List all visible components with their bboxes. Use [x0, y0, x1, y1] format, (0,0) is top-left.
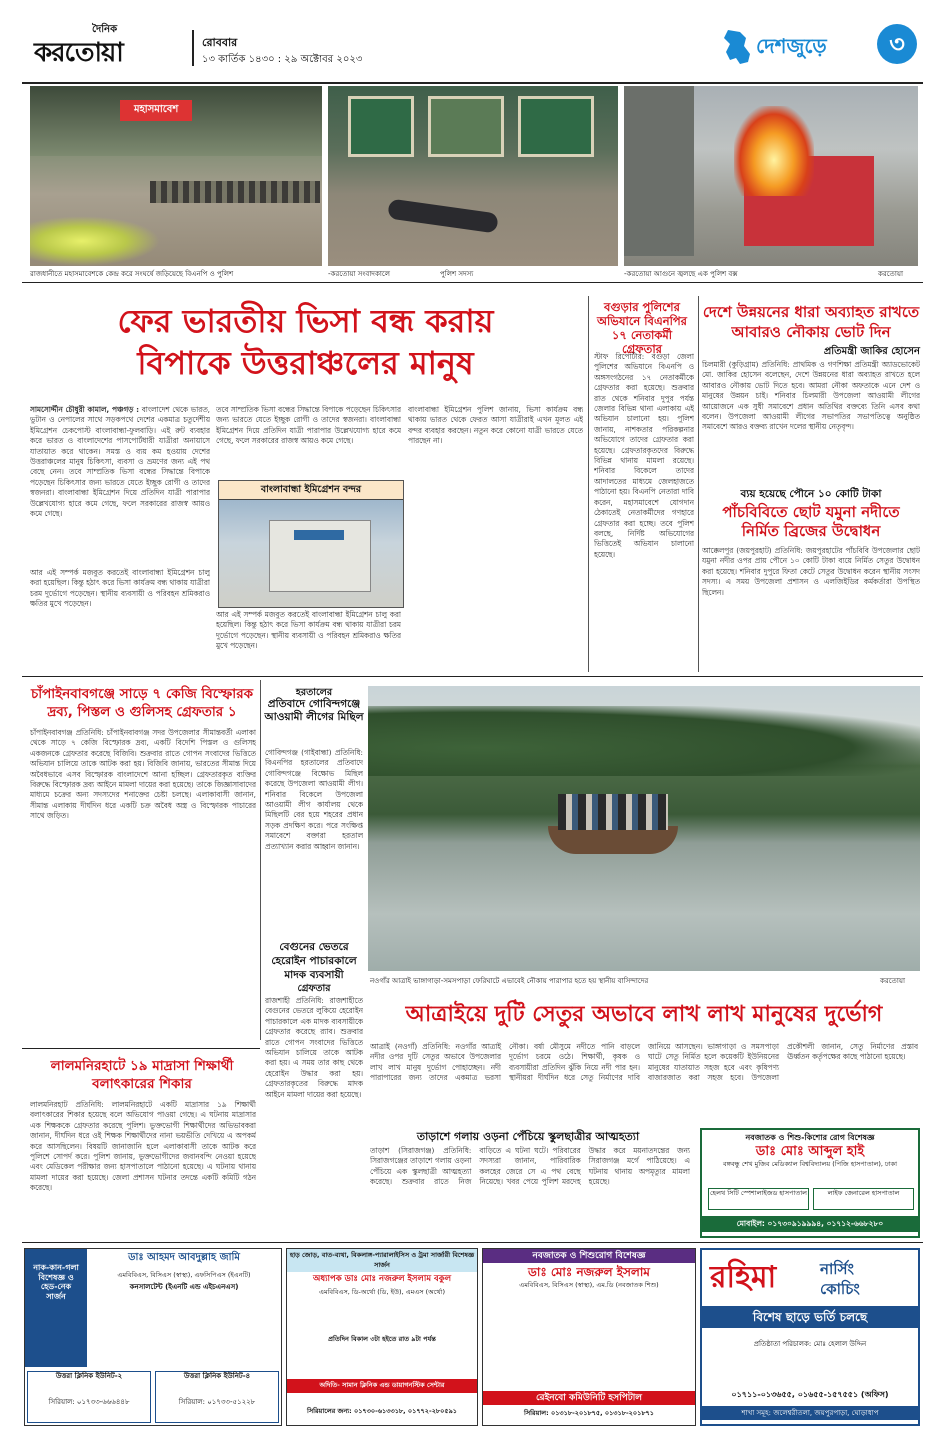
atrai-body: আত্রাই (নওগাঁ) প্রতিনিধি: নওগাঁর আত্রাই নদীর ওপর দুটি সেতুর অভাবে উপজেলার লাখ লাখ মানুষ দুর্ভোগ পোহাচ্ছেন। নদী পারাপারের জন্য তাদের একমাত্র ভরসা নৌকা। বর্ষা মৌসুমে নদীতে পানি বাড়লে দুর্ভোগ চরমে ওঠে। শিক্ষার্থী, কৃষক ও ব্যবসায়ীরা প্রতিদিন ঝুঁকি নিয়ে নদী পার হন। স্থানীয়রা দীর্ঘদিন ধরে সেতু নির্মাণের দাবি জানিয়ে আসছেন। ভাঙ্গাগাড়া ও সমসপাড়া ঘাটে সেতু নির্মিত হলে কয়েকটি ইউনিয়নের মানুষের যাতায়াত সহজ হবে এবং কৃষিপণ্য বাজারজাত করা সহজ হবে। উপজেলা প্রকৌশলী জানান, সেতু নির্মাণের প্রস্তাব ঊর্ধ্বতন কর্তৃপক্ষের কাছে পাঠানো হয়েছে। — [370, 1042, 918, 1083]
bridge-headline-2: নির্মিত ব্রিজের উদ্বোধন — [741, 522, 881, 540]
suicide-headline: তাড়াশে গলায় ওড়না পেঁচিয়ে স্কুলছাত্রীর আত্মহত্যা — [416, 1130, 640, 1143]
river-photo-credit: করতোয়া — [880, 977, 905, 985]
ad-dr-bokul — [286, 1248, 478, 1426]
section-title — [722, 24, 923, 70]
rahima-nursing: নার্সিং — [820, 1260, 854, 1278]
bokul-note: প্রতিদিন বিকাল ৩টা হইতে রাত ৯টা পর্যন্ত — [328, 1335, 436, 1343]
jami-left-1: নাক-কান-গলা — [33, 1263, 79, 1272]
caption-mid: পুলিশ সদস্য — [440, 270, 474, 278]
bokul-degree: এমবিবিএস, ডি-অর্থো (ডি, ইউ), এমএস (অর্থো) — [319, 1287, 445, 1296]
rahima-branch: শাখা সমূহ: জলেশ্বরীতলা, জয়পুরপাড়া, ঘোড়াধাপ — [702, 1406, 918, 1420]
river-boat-photo — [368, 686, 920, 971]
jami-role: কনসালটেন্ট (ইএনটি এন্ড এইচএনএস) — [129, 1283, 239, 1291]
lead-byline: সামসোর্দ্দীন চৌধুরী কামাল, পঞ্চগড় : — [30, 405, 140, 414]
river-photo-caption: নওগাঁর আত্রাই ভাঙ্গাগাড়া-সমসপাড়া ফেরিঘাটে এভাবেই নৌকায় পারাপার হতে হয় স্থানীয় বাসিন্দাদের — [370, 977, 649, 985]
haai-line: বঙ্গবন্ধু শেখ মুজিব মেডিক্যাল বিশ্ববিদ্যালয় (পিজি হাসপাতাল), ঢাকা — [723, 1159, 897, 1168]
day-label: রোববার — [202, 36, 238, 49]
nazrul-name: ডাঃ মোঃ নজরুল ইসলাম — [528, 1265, 650, 1279]
heroin-body: রাজশাহী প্রতিনিধি: রাজশাহীতে বেগুনের ভেতরে লুকিয়ে হেরোইন পাচারকালে এক মাদক ব্যবসায়ীকে গ্রেফতার করেছে র‍্যাব। শুক্রবার রাতে গোপন সংবাদের ভিত্তিতে অভিযান চালিয়ে তাকে আটক করা হয়। এ সময় তার কাছ থেকে হেরোইন উদ্ধার করা হয়। গ্রেফতারকৃতের বিরুদ্ধে মাদক আইনে মামলা দায়ের করা হয়েছে। — [265, 996, 363, 1099]
chapai-col-rule — [260, 680, 261, 1040]
haai-chambers — [708, 1188, 914, 1210]
ad-dr-haai — [700, 1128, 920, 1238]
masthead-rule — [22, 82, 923, 84]
bridge-kicker: ব্যয় হয়েছে পৌনে ১০ কোটি টাকা — [740, 488, 882, 500]
logo — [32, 20, 202, 72]
nouka-headline-2: আবারও নৌকায় ভোট দিন — [731, 323, 891, 341]
ads-top-rule — [22, 1242, 923, 1243]
jami-clinic-1-name: উত্তরা ক্লিনিক ইউনিট-২ — [55, 1372, 123, 1380]
heroin-headline-4: গ্রেফতার — [297, 983, 331, 994]
jami-left-3: হেড-নেক — [40, 1282, 72, 1291]
masthead-divider — [192, 30, 194, 66]
bokul-name: অধ্যাপক ডাঃ মোঃ নজরুল ইসলাম বকুল — [312, 1274, 452, 1284]
caption-mid-credit: -করতোয়া সংবাদকালে — [328, 270, 390, 278]
bokul-phone: সিরিয়ালের জন্য: ০১৭৩০-৬১৩৩১৮, ০১৭৭২-২৮০৫৯১ — [306, 1407, 458, 1415]
caption-right-credit: করতোয়া — [878, 270, 903, 278]
jami-left-4: সার্জন — [46, 1291, 66, 1301]
heroin-headline-3: মাদক ব্যবসায়ী — [284, 969, 344, 981]
nazrul-hospital: রেইনবো কমিউনিটি হসপিটাল — [483, 1391, 695, 1405]
rahima-name: রহিমা — [710, 1260, 777, 1295]
caption-right: -করতোয়া আগুনে জ্বলছে এক পুলিশ বক্স — [624, 270, 738, 278]
haai-phone: মোবাইল: ০১৭৩০৯১৯৯৯৪, ০১৭১২-৬৬৮২৮০ — [702, 1216, 918, 1232]
lead-body-1: বাংলাদেশ থেকে ভারত, ভুটান ও নেপালের সাথে সড়কপথে দেশের একমাত্র চতুর্দেশীয় ইমিগ্রেশন চেকপোস্ট বাংলাবান্ধা-ফুলবাড়ি। এই রুট ব্যবহার করে ভারত ও বাংলাদেশের পাসপোর্টধারী যাত্রীরা অনায়াসে যাতায়াত করে থাকেন। সমস্ত ও ব্যয় কম হওয়ায় দেশের উত্তরাঞ্চলের মানুষ চিকিৎসা, ব্যবসা ও ভ্রমণের জন্য এই পথ বেছে নেন। — [30, 405, 210, 477]
jami-clinics — [27, 1371, 279, 1423]
photo-clash — [30, 86, 322, 266]
jami-clinic-2 — [155, 1371, 279, 1423]
lead-body-2: তবে সাম্প্রতিক ভিসা বন্ধের সিদ্ধান্তে বিপাকে পড়েছেন চিকিৎসার জন্য ভারতে যেতে ইচ্ছুক রোগী ও তাদের স্বজনরা। বাংলাবান্ধা ইমিগ্রেশন দিয়ে প্রতিদিন যাত্রী পারাপার উল্লেখযোগ্য হারে কমে গেছে, ফলে সরকারের রাজস্ব আয়ও কমে গেছে। — [30, 467, 210, 519]
chapai-headline-1: চাঁপাইনবাবগঞ্জে সাড়ে ৭ কেজি বিস্ফোরক — [30, 686, 254, 702]
chapai-body: চাঁপাইনবাবগঞ্জ প্রতিনিধি: চাঁপাইনবাবগঞ্জ সদর উপজেলার সীমান্তবর্তী এলাকা থেকে সাড়ে ৭ কেজি বিস্ফোরক দ্রব্য, একটি বিদেশি পিস্তল ও গুলিসহ একজনকে গ্রেফতার করেছে বিজিবি। শুক্রবার রাতে গোপন সংবাদের ভিত্তিতে অভিযান চালিয়ে তাকে আটক করা হয়। বিজিবি জানায়, ভারতের সীমান্ত দিয়ে অবৈধভাবে এসব বিস্ফোরক বাংলাদেশে আনা হচ্ছিল। গ্রেফতারকৃত ব্যক্তির বিরুদ্ধে বিস্ফোরক দ্রব্য আইনে মামলা দায়ের করা হয়েছে। তাকে জিজ্ঞাসাবাদের মাধ্যমে চক্রের অন্য সদস্যদের শনাক্তের চেষ্টা চলছে। এলাকাবাসী জানান, সীমান্ত এলাকায় দীর্ঘদিন ধরে একটি চক্র অবৈধ অস্ত্র ও বিস্ফোরক পাচারের সাথে জড়িত। — [30, 728, 256, 821]
heroin-headline-1: বেগুনের ভেতরে — [279, 941, 349, 953]
masthead — [22, 20, 923, 82]
lead-headline-1: ফের ভারতীয় ভিসা বন্ধ করায় — [117, 302, 494, 340]
madrasa-headline-2: বলাৎকারের শিকার — [92, 1076, 192, 1092]
bokul-title: হাড় জোড়, বাত-ব্যথা, বিকলাঙ্গ-প্যারালাইসিস ও ট্রমা সার্জারী বিশেষজ্ঞ সার্জন — [287, 1249, 477, 1272]
bangladesh-map-icon — [722, 28, 752, 66]
jami-clinic-2-name: উত্তরা ক্লিনিক ইউনিট-৪ — [183, 1372, 251, 1380]
lead-headline-2: বিপাকে উত্তরাঞ্চলের মানুষ — [137, 344, 474, 382]
jami-left-panel — [25, 1249, 87, 1367]
nazrul-degree: এমবিবিএস, বিসিএস (স্বাস্থ্য), এম.ডি (নবজাতক শিশু) — [519, 1281, 659, 1289]
madrasa-body: লালমনিরহাট প্রতিনিধি: লালমনিরহাটে একটি মাদ্রাসার ১৯ শিক্ষার্থী বলাৎকারের শিকার হয়েছে বলে অভিযোগ পাওয়া গেছে। এ ঘটনায় মাদ্রাসার এক শিক্ষককে গ্রেফতার করেছে পুলিশ। ভুক্তভোগী শিক্ষার্থীদের অভিভাবকরা জানান, দীর্ঘদিন ধরে ওই শিক্ষক শিক্ষার্থীদের নানা ভয়ভীতি দেখিয়ে এ অপকর্ম করে আসছিলেন। বিষয়টি জানাজানি হলে এলাকাবাসী তাকে আটক করে পুলিশে সোপর্দ করে। পুলিশ জানায়, ভুক্তভোগীদের জবানবন্দি নেওয়া হয়েছে এবং মেডিকেল পরীক্ষার জন্য হাসপাতালে পাঠানো হয়েছে। এ ঘটনায় থানায় মামলা দায়ের করা হয়েছে। জেলা প্রশাসন ঘটনার তদন্তে একটি কমিটি গঠন করেছে। — [30, 1100, 256, 1193]
lead-body-col2: তবে সাম্প্রতিক ভিসা বন্ধের সিদ্ধান্তে বিপাকে পড়েছেন চিকিৎসার জন্য ভারতে যেতে ইচ্ছুক রোগী ও তাদের স্বজনরা। বাংলাবান্ধা ইমিগ্রেশন দিয়ে প্রতিদিন যাত্রী পারাপার উল্লেখযোগ্য হারে কমে গেছে, ফলে সরকারের রাজস্ব আয়ও কমে গেছে। — [216, 405, 401, 446]
photo-police-down — [328, 86, 618, 266]
jami-degree: এমবিবিএস, বিসিএস (স্বাস্থ্য), এফসিপিএস (ইএনটি) — [117, 1271, 251, 1279]
jami-clinic-1-phone: সিরিয়াল: ০১৭৩৩-৬৬৬৪৪৮ — [48, 1397, 130, 1406]
lead-body-col1 — [30, 405, 210, 565]
chapai-headline-2: দ্রব্য, পিস্তল ও গুলিসহ গ্রেফতার ১ — [47, 704, 237, 720]
nouka-headline-1: দেশে উন্নয়নের ধারা অব্যাহত রাখতে — [702, 303, 920, 321]
nazrul-phone: সিরিয়াল: ০১৩১৮-২০১৮৭৫, ০১৩১৮-২০১৮৭১ — [523, 1409, 654, 1417]
gobindo-kicker: হরতালের — [295, 687, 333, 698]
immigration-photo-frame — [218, 480, 404, 608]
ad-rahima-nursing — [700, 1248, 920, 1426]
nouka-byline: প্রতিমন্ত্রী জাকির হোসেন — [823, 346, 920, 357]
lead-body-col1b: আর এই সম্পর্ক মজবুত করতেই বাংলাবান্ধা ইমিগ্রেশন চালু করা হয়েছিল। কিন্তু হঠাৎ করে ভিসা কার্যক্রম বন্ধ থাকায় যাত্রীরা চরম দুর্ভোগে পড়েছেন। স্থানীয় ব্যবসায়ী ও পরিবহন শ্রমিকরাও ক্ষতির মুখে পড়েছেন। — [30, 568, 210, 609]
rahima-coaching: কোচিং — [820, 1280, 860, 1298]
jami-left-2: বিশেষজ্ঞ ও — [38, 1272, 74, 1282]
photo-police-box-fire — [624, 86, 918, 266]
gobindo-headline: প্রতিবাদে গোবিন্দগঞ্জে আওয়ামী লীগের মিছিল — [264, 698, 364, 723]
section-name: দেশজুড়ে — [756, 34, 827, 58]
lead-body-col3: বাংলাবান্ধা ইমিগ্রেশন পুলিশ জানায়, ভিসা কার্যক্রম বন্ধ থাকায় ভারত থেকে ফেরত আসা যাত্রীরাই এখন মূলত এই বন্দর ব্যবহার করছেন। নতুন করে কোনো যাত্রী ভারতে যেতে পারছেন না। — [408, 405, 583, 446]
bridge-body: আক্কেলপুর (জয়পুরহাট) প্রতিনিধি: জয়পুরহাটের পাঁচবিবি উপজেলার ছোট যমুনা নদীর ওপর প্রায় পৌনে ১০ কোটি টাকা ব্যয়ে নির্মিত সেতুর উদ্বোধন করা হয়েছে। শনিবার দুপুরে ফিতা কেটে সেতুর উদ্বোধন করেন স্থানীয় সংসদ সদস্য। এ সময় উপজেলা প্রশাসন ও এলজিইডির কর্মকর্তারা উপস্থিত ছিলেন। — [702, 546, 920, 597]
photo-rule — [22, 282, 923, 283]
heroin-headline-2: হেরোইন পাচারকালে — [271, 955, 357, 967]
bokul-clinic: অদিতি- সামান ক্লিনিক এন্ড ডায়াগনস্টিক সেন্টার — [287, 1379, 477, 1393]
page-number: ৩ — [877, 24, 917, 64]
immigration-building-photo — [219, 500, 403, 607]
bridge-headline-1: পাঁচবিবিতে ছোট যমুনা নদীতে — [722, 503, 900, 521]
haai-chamber-2: লাইফ জেনারেল হাসপাতাল — [813, 1188, 914, 1210]
jami-clinic-1 — [27, 1371, 151, 1423]
lead-col-rule — [588, 296, 589, 672]
haai-chamber-1: হেলথ সিটি স্পেশালাইজড হাসপাতাল — [708, 1188, 809, 1210]
atrai-headline: আত্রাইয়ে দুটি সেতুর অভাবে লাখ লাখ মানুষের দুর্ভোগ — [405, 1002, 883, 1027]
nouka-body: চিলমারী (কুড়িগ্রাম) প্রতিনিধি: প্রাথমিক ও গণশিক্ষা প্রতিমন্ত্রী অ্যাডভোকেট মো. জাকির হোসেন বলেছেন, দেশে উন্নয়নের ধারা অব্যাহত রাখতে হলে আবারও নৌকায় ভোট দিতে হবে। আমরা নৌকা অফতাকে এনে দেশ ও মানুষের উন্নয়ন চাই। শনিবার চিলমারী উপজেলা আওয়ামী লীগের আয়োজনে এক সুধী সমাবেশে প্রধান অতিথির বক্তব্যে তিনি এসব কথা বলেন। উপজেলা আওয়ামী লীগের সভাপতির সভাপতিত্বে অনুষ্ঠিত সমাবেশে আরও বক্তব্য রাখেন দলের স্থানীয় নেতৃবৃন্দ। — [702, 360, 920, 432]
madrasa-top-rule — [22, 1048, 260, 1049]
jami-clinic-2-phone: সিরিয়াল: ০১৭৩৩-৫১২২৮ — [178, 1397, 256, 1406]
jami-name: ডাঃ আহমদ আবদুল্লাহ জামি — [128, 1252, 240, 1263]
rahima-phone: ০১৭১১-০১৩৬৫৫, ০১৬৫৫-১৫৭৫৫১ (অফিস) — [731, 1390, 889, 1399]
gobindo-body: গোবিন্দগঞ্জ (গাইবান্ধা) প্রতিনিধি: বিএনপির হরতালের প্রতিবাদে গোবিন্দগঞ্জে বিক্ষোভ মিছিল করেছে উপজেলা আওয়ামী লীগ। শনিবার বিকেলে উপজেলা আওয়ামী লীগ কার্যালয় থেকে মিছিলটি বের হয়ে শহরের প্রধান সড়ক প্রদক্ষিণ করে। পরে সংক্ষিপ্ত সমাবেশে বক্তারা হরতাল প্রত্যাখ্যান করার আহ্বান জানান। — [265, 748, 363, 851]
logo-main: করতোয়া — [34, 38, 123, 68]
madrasa-headline-1: লালমনিরহাটে ১৯ মাদ্রাসা শিক্ষার্থী — [50, 1058, 234, 1074]
ad-dr-jami — [24, 1248, 282, 1426]
caption-clash: রাজধানীতে মহাসমাবেশকে কেন্দ্র করে সংঘর্ষে জড়িয়েছে বিএনপি ও পুলিশ — [30, 270, 234, 278]
rahima-offer: বিশেষ ছাড়ে ভর্তি চলছে — [702, 1306, 918, 1328]
haai-title: নবজাতক ও শিশু-কিশোর রোগ বিশেষজ্ঞ — [745, 1133, 875, 1142]
bogura-body: স্টাফ রিপোর্টার: বগুড়া জেলা পুলিশের অভিযানে বিএনপি ও অঙ্গসংগঠনের ১৭ নেতাকর্মীকে গ্রেফতার করা হয়েছে। শুক্রবার রাত থেকে শনিবার দুপুর পর্যন্ত জেলার বিভিন্ন থানা এলাকায় এই অভিযান চালানো হয়। পুলিশ জানায়, নাশকতার পরিকল্পনার অভিযোগে তাদের গ্রেফতার করা হয়েছে। গ্রেফতারকৃতদের বিরুদ্ধে বিভিন্ন থানায় মামলা রয়েছে। শনিবার বিকেলে তাদের আদালতের মাধ্যমে জেলহাজতে পাঠানো হয়। বিএনপি নেতারা দাবি করেন, মহাসমাবেশে যোগদান ঠেকাতেই নেতাকর্মীদের গণহারে গ্রেফতার করা হচ্ছে। তবে পুলিশ বলছে, নির্দিষ্ট অভিযোগের ভিত্তিতেই অভিযান চালানো হয়েছে। — [594, 352, 694, 559]
nazrul-title: নবজাতক ও শিশুরোগ বিশেষজ্ঞ — [483, 1249, 695, 1263]
suicide-body: তাড়াশ (সিরাজগঞ্জ) প্রতিনিধি: সিরাজগঞ্জের তাড়াশে গলায় ওড়না পেঁচিয়ে এক স্কুলছাত্রী আত্মহত্যা করেছে। শুক্রবার রাতে নিজ বাড়িতে এ ঘটনা ঘটে। পরিবারের সদস্যরা জানান, পারিবারিক কলহের জেরে সে এ পথ বেছে নিয়েছে। খবর পেয়ে পুলিশ মরদেহ উদ্ধার করে ময়নাতদন্তের জন্য সিরাজগঞ্জ মর্গে পাঠিয়েছে। এ ঘটনায় থানায় অপমৃত্যুর মামলা হয়েছে। — [370, 1146, 690, 1187]
ad-dr-nazrul — [482, 1248, 696, 1426]
haai-name: ডাঃ মোঃ আব্দুল হাই — [755, 1143, 865, 1159]
rahima-founder: প্রতিষ্ঠাতা পরিচালক: মোঃ হেলাল উদ্দিন — [753, 1340, 867, 1348]
rally-banner: মহাসমাবেশ — [120, 100, 192, 121]
lead-body-col2b: আর এই সম্পর্ক মজবুত করতেই বাংলাবান্ধা ইমিগ্রেশন চালু করা হয়েছিল। কিন্তু হঠাৎ করে ভিসা কার্যক্রম বন্ধ থাকায় যাত্রীরা চরম দুর্ভোগে পড়েছেন। স্থানীয় ব্যবসায়ী ও পরিবহন শ্রমিকরাও ক্ষতির মুখে পড়েছেন। — [216, 610, 401, 651]
lead-bottom-rule — [22, 676, 923, 677]
immigration-photo-label: বাংলাবান্ধা ইমিগ্রেশন বন্দর — [219, 481, 403, 500]
nouka-col-rule — [698, 296, 699, 672]
date-label: ১৩ কার্তিক ১৪৩০ : ২৯ অক্টোবর ২০২৩ — [202, 54, 363, 65]
bogura-headline: বগুড়ার পুলিশের অভিযানে বিএনপির ১৭ নেতাকর্মী গ্রেফতার — [597, 300, 687, 356]
logo-small: দৈনিক — [92, 24, 118, 35]
